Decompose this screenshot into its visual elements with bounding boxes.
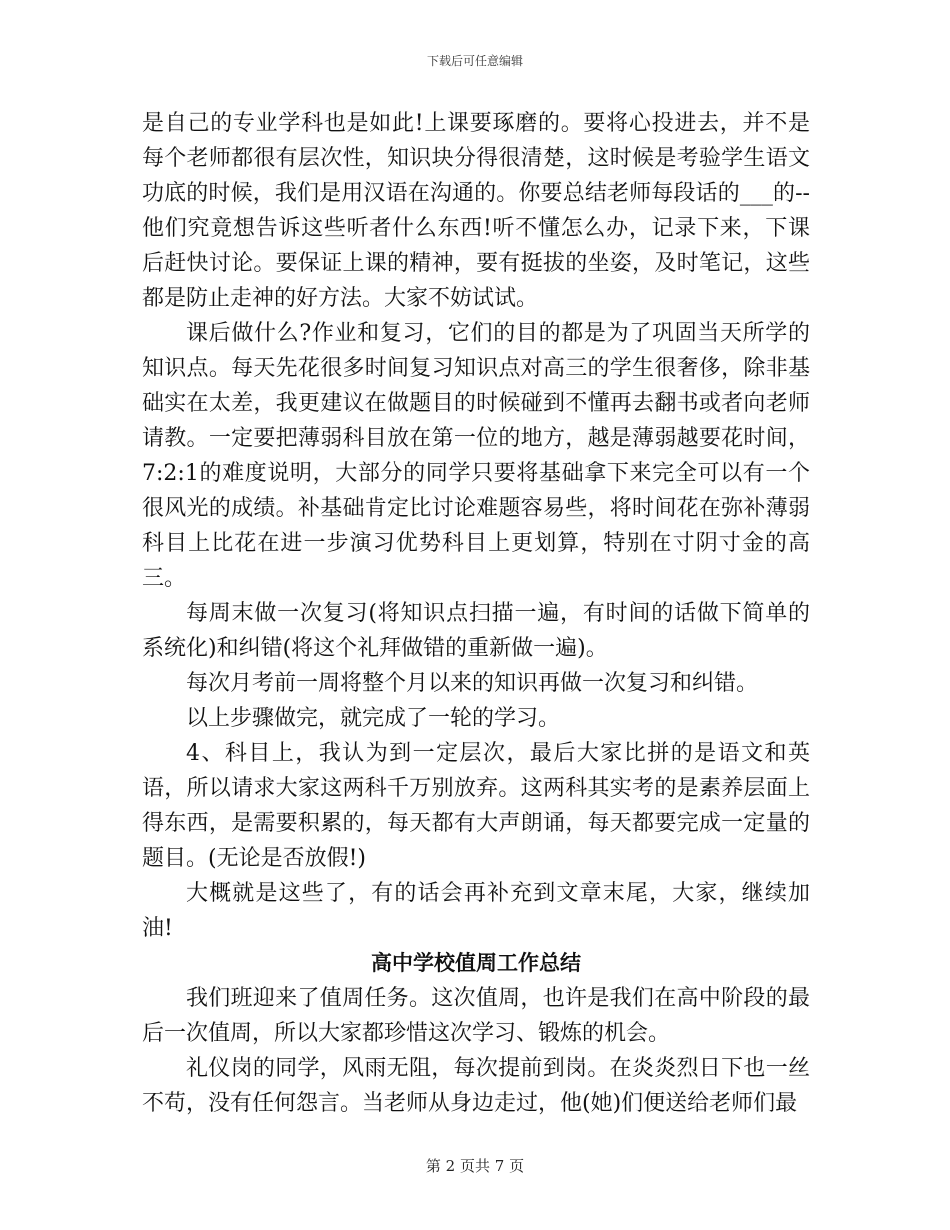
paragraph: 以上步骤做完，就完成了一轮的学习。 — [186, 706, 561, 731]
paragraph: 是自己的专业学科也是如此!上课要琢磨的。要将心投进去，并不是每个老师都很有层次性，知识块分得很清楚，这时候是考验学生语文功底的时候，我们是用汉语在沟通的。你要总结老师每段话的___的--他们究竟想告诉这些听者什么东西!听不懂怎么办，记录下来，下课后赶快讨论。要保证上课的精神，要有挺拔的坐姿，及时笔记，这些都是防止走神的好方法。大家不妨试试。 — [142, 111, 810, 311]
paragraph: 我们班迎来了值周任务。这次值周，也许是我们在高中阶段的最后一次值周，所以大家都珍惜这次学习、锻炼的机会。 — [142, 986, 810, 1046]
section-title: 高中学校值周工作总结 — [371, 951, 581, 975]
paragraph: 礼仪岗的同学，风雨无阻，每次提前到岗。在炎炎烈日下也一丝不苟，没有任何怨言。当老师从身边走过，他(她)们便送给老师们最 — [142, 1056, 810, 1116]
document-body — [142, 106, 810, 1121]
page-header: 下载后可任意编辑 — [426, 54, 523, 68]
paragraph: 4、科目上，我认为到一定层次，最后大家比拼的是语文和英语，所以请求大家这两科千万别放弃。这两科其实考的是素养层面上得东西，是需要积累的，每天都有大声朗诵，每天都要完成一定量的题目。(无论是否放假!) — [142, 741, 810, 871]
paragraph: 大概就是这些了，有的话会再补充到文章末尾，大家，继续加油! — [142, 881, 810, 941]
page-footer: 第 2 页共 7 页 — [425, 1157, 525, 1175]
paragraph: 每次月考前一周将整个月以来的知识再做一次复习和纠错。 — [186, 671, 759, 696]
paragraph: 课后做什么?作业和复习，它们的目的都是为了巩固当天所学的知识点。每天先花很多时间复习知识点对高三的学生很奢侈，除非基础实在太差，我更建议在做题目的时候碰到不懂再去翻书或者向老师请教。一定要把薄弱科目放在第一位的地方，越是薄弱越要花时间，7:2:1的难度说明，大部分的同学只要将基础拿下来完全可以有一个很风光的成绩。补基础肯定比讨论难题容易些，将时间花在弥补薄弱科目上比花在进一步演习优势科目上更划算，特别在寸阴寸金的高三。 — [142, 321, 810, 591]
paragraph: 每周末做一次复习(将知识点扫描一遍，有时间的话做下简单的系统化)和纠错(将这个礼拜做错的重新做一遍)。 — [142, 601, 810, 661]
